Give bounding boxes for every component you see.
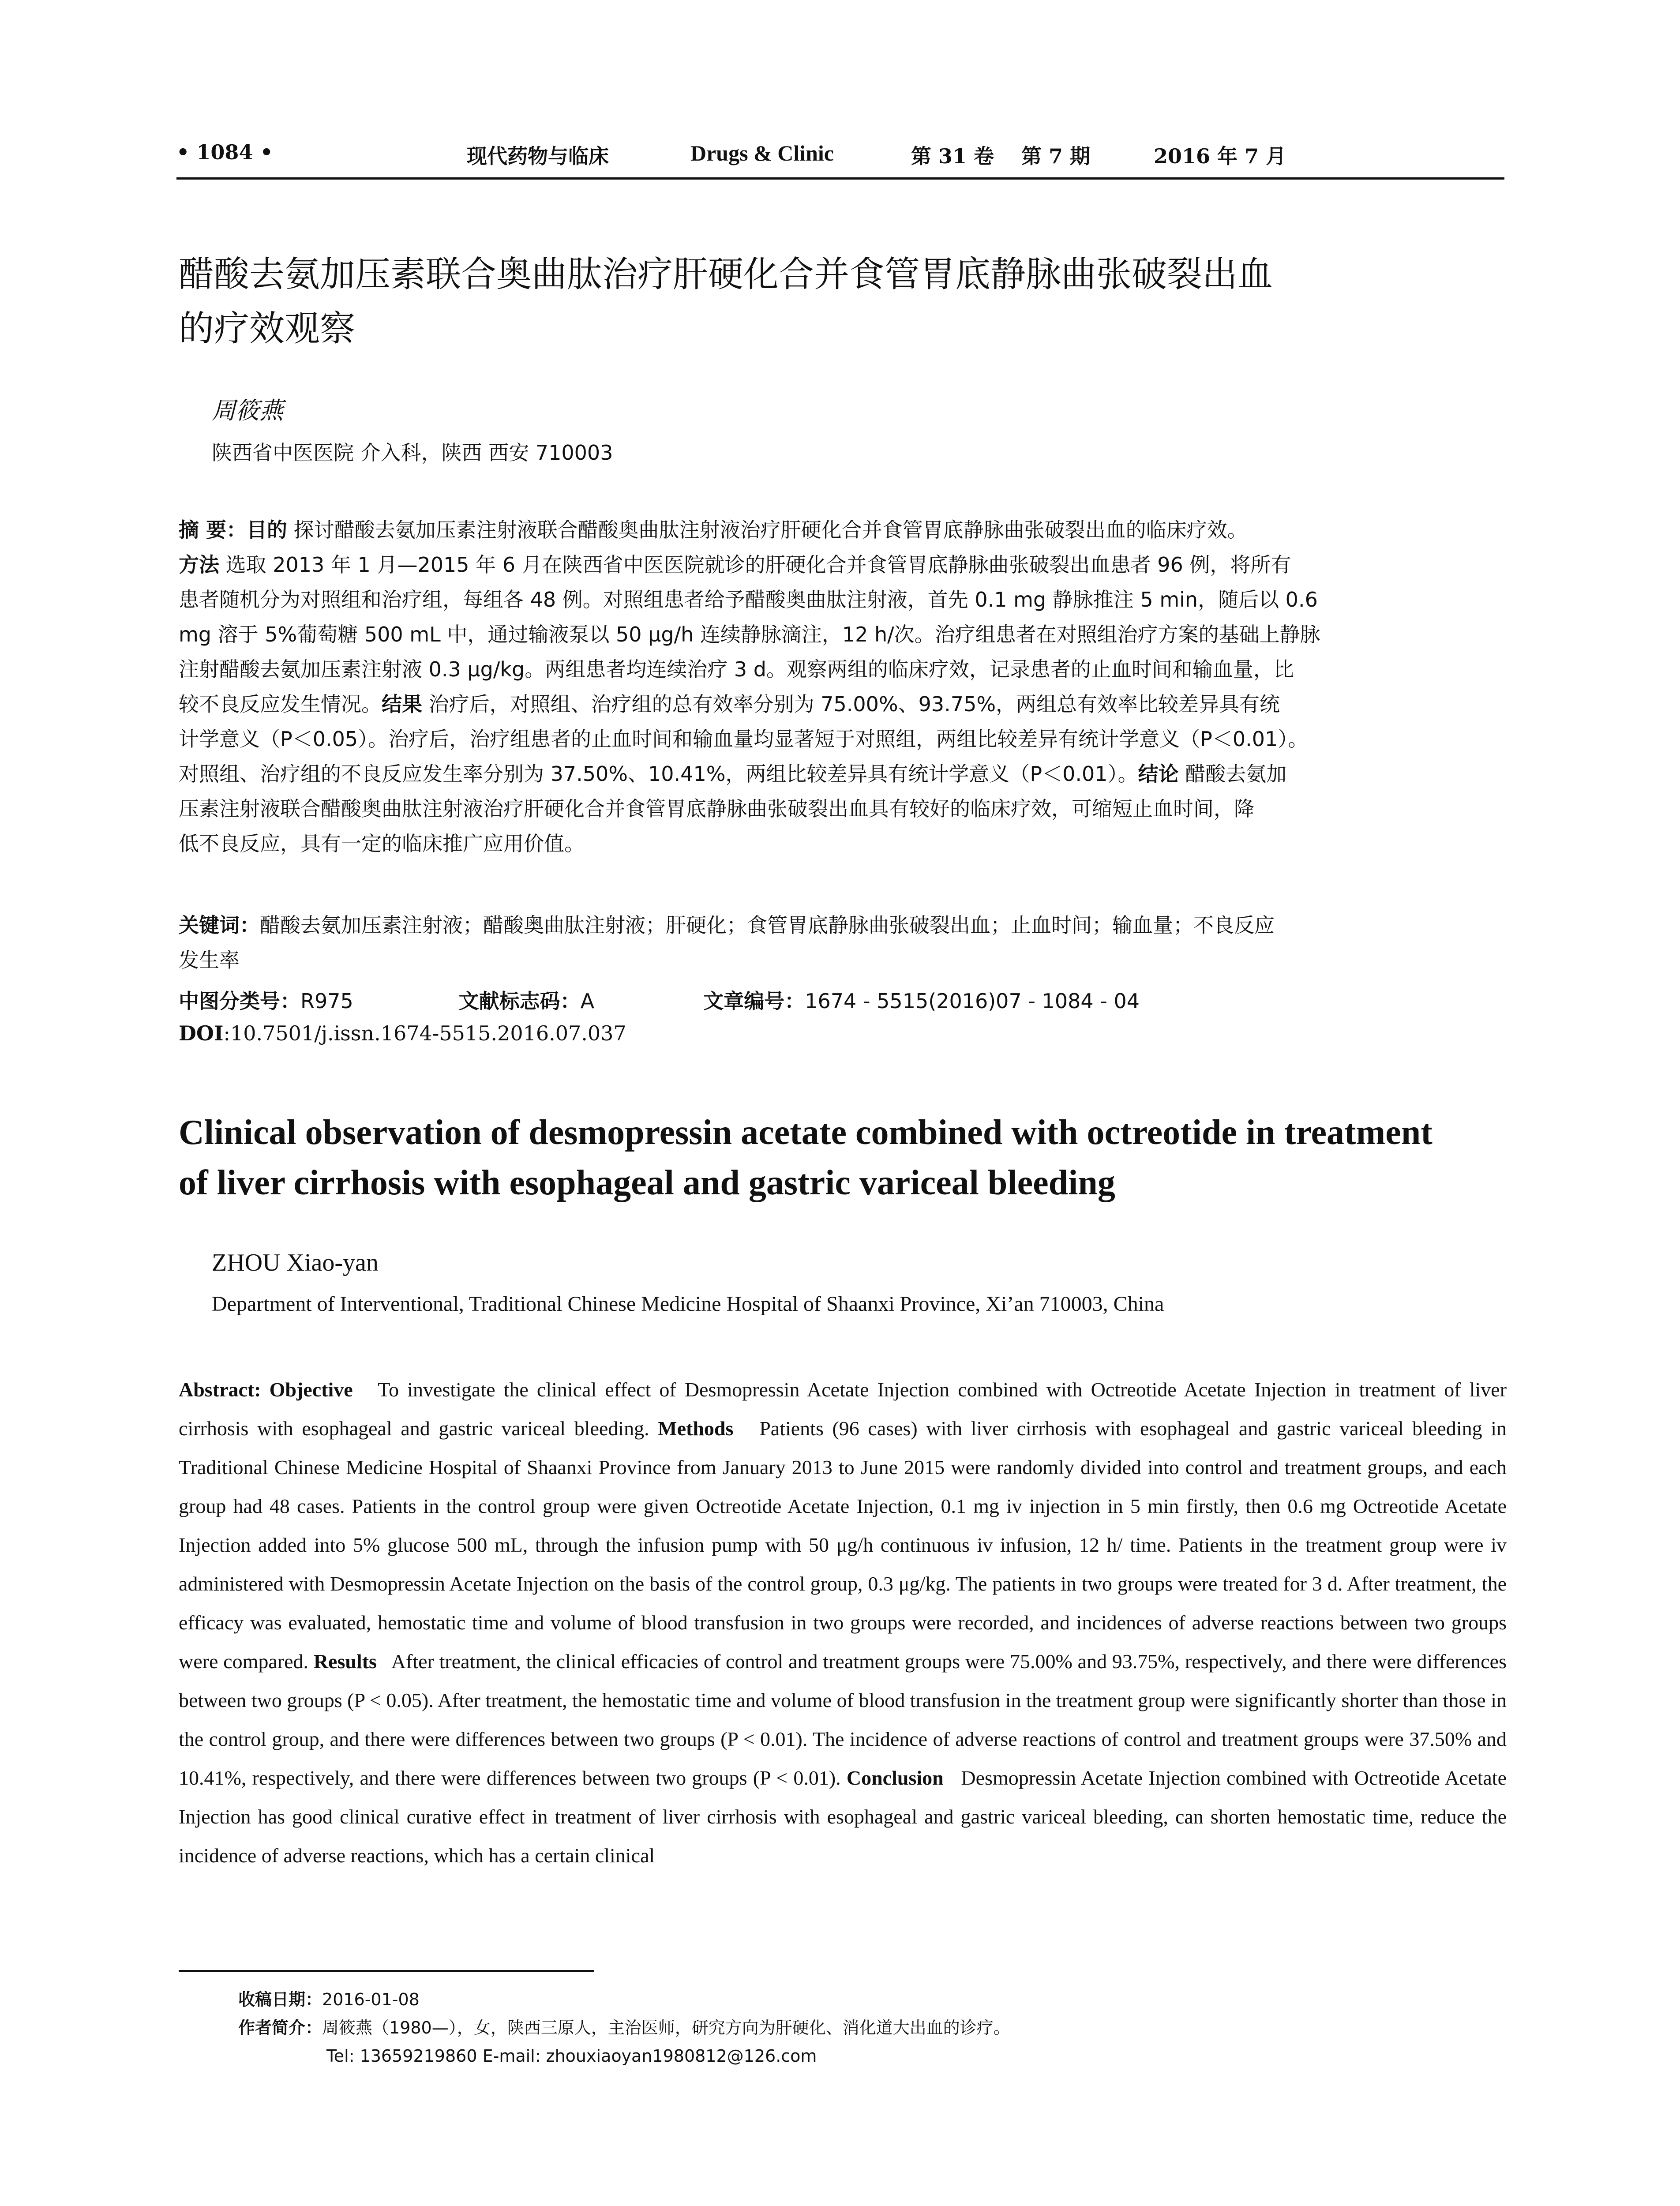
running-header (176, 140, 1504, 180)
doi-label: DOI (179, 1021, 224, 1045)
cn-classification (179, 984, 1502, 1019)
cn-methods-label: 方法 (179, 553, 219, 577)
cn-results-label: 结果 (382, 692, 422, 716)
en-objective-text: To investigate the clinical effect of Desmopressin Acetate Injection combined with Octreotide Acetate Injection in treatment of liver cirrhosis with esophageal and gastric variceal bleeding. (179, 1378, 1507, 1440)
en-affiliation: Department of Interventional, Traditional Chinese Medicine Hospital of Shaanxi Province, Xi’an 710003, China (212, 1292, 1164, 1316)
cn-abstract (179, 513, 1502, 861)
clc-label: 中图分类号： (179, 989, 300, 1013)
en-results-text: After treatment, the clinical efficacies of control and treatment groups were 75.00% and 93.75%, respectively, and there were differences between two groups (P < 0.05). After treatment, the hemostatic time and volume of blood transfusion in the treatment group were significantly shorter than those in the control group, and there were differences between two groups (P < 0.01). The incidence of adverse reactions of control and treatment groups were 37.50% and 10.41%, respectively, and there were differences between two groups (P < 0.01). (179, 1650, 1507, 1789)
issue: 第 7 期 (1021, 144, 1091, 168)
page-number: • 1084 • (176, 140, 273, 164)
cn-results-text: 计学意义（P＜0.05）。治疗后，治疗组患者的止血时间和输血量均显著短于对照组，两组比较差异有统计学意义（P＜0.01）。 (179, 727, 1309, 751)
cn-title-line: 的疗效观察 (179, 308, 355, 349)
cn-keywords-text: 醋酸去氨加压素注射液；醋酸奥曲肽注射液；肝硬化；食管胃底静脉曲张破裂出血；止血时间；输血量；不良反应 (260, 913, 1275, 937)
volume: 第 31 卷 (911, 144, 994, 168)
issue-date: 2016 年 7 月 (1154, 144, 1286, 168)
doc-code-value: A (580, 989, 595, 1013)
cn-conclusion-label: 结论 (1138, 762, 1179, 786)
cn-title-line: 醋酸去氨加压素联合奥曲肽治疗肝硬化合并食管胃底静脉曲张破裂出血 (179, 254, 1273, 295)
article-no-label: 文章编号： (703, 989, 805, 1013)
en-methods-text: Patients (96 cases) with liver cirrhosis with esophageal and gastric variceal bleeding in Traditional Chinese Medicine Hospital of Shaanxi Province from January 2013 to June 2015 were randomly divided into control and treatment groups, and each group had 48 cases. Patients in the control group were given Octreotide Acetate Injection, 0.1 mg iv injection in 5 min firstly, then 0.6 mg Octreotide Acetate Injection added into 5% glucose 500 mL, through the infusion pump with 50 μg/h continuous iv infusion, 12 h/ time. Patients in the treatment group were iv administered with Desmopressin Acetate Injection on the basis of the control group, 0.3 μg/kg. The patients in two groups were treated for 3 d. After treatment, the efficacy was evaluated, hemostatic time and volume of blood transfusion in two groups were recorded, and incidences of adverse reactions between two groups were compared. (179, 1417, 1507, 1673)
bio-label: 作者简介： (238, 2018, 322, 2037)
doc-code-label: 文献标志码： (458, 989, 581, 1013)
article-no-value: 1674 - 5515(2016)07 - 1084 - 04 (805, 989, 1140, 1013)
cn-conclusion-text: 醋酸去氨加 (1185, 762, 1287, 786)
en-conclusion-label: Conclusion (846, 1767, 944, 1789)
journal-name-en: Drugs & Clinic (690, 141, 834, 165)
header-rule (176, 177, 1504, 180)
en-objective-label: Objective (269, 1378, 353, 1401)
en-title-line: of liver cirrhosis with esophageal and gastric variceal bleeding (179, 1163, 1115, 1202)
cn-objective-text: 探讨醋酸去氨加压素注射液联合醋酸奥曲肽注射液治疗肝硬化合并食管胃底静脉曲张破裂出血的临床疗效。 (293, 518, 1248, 542)
doi-value: :10.7501/j.issn.1674-5515.2016.07.037 (223, 1021, 626, 1045)
en-author: ZHOU Xiao-yan (212, 1249, 379, 1276)
cn-methods-text: 较不良反应发生情况。 (179, 692, 382, 716)
author-bio: 周筱燕（1980—），女，陕西三原人，主治医师，研究方向为肝硬化、消化道大出血的诊疗。 (322, 2018, 1010, 2037)
clc-value: R975 (300, 989, 353, 1013)
en-conclusion-text: Desmopressin Acetate Injection combined with Octreotide Acetate Injection has good clinical curative effect in treatment of liver cirrhosis with esophageal and gastric variceal bleeding, can shorten hemostatic time, reduce the incidence of adverse reactions, which has a certain clinical (179, 1767, 1507, 1867)
cn-conclusion-text: 低不良反应，具有一定的临床推广应用价值。 (179, 832, 585, 855)
cn-methods-text: 患者随机分为对照组和治疗组，每组各 48 例。对照组患者给予醋酸奥曲肽注射液，首先 0.1 mg 静脉推注 5 min，随后以 0.6 (179, 588, 1318, 612)
cn-abstract-label: 摘 要： (179, 518, 247, 542)
doi (179, 1021, 626, 1045)
cn-methods-text: 注射醋酸去氨加压素注射液 0.3 μg/kg。两组患者均连续治疗 3 d。观察两组的临床疗效，记录患者的止血时间和输血量，比 (179, 657, 1294, 681)
cn-results-text: 治疗后，对照组、治疗组的总有效率分别为 75.00%、93.75%，两组总有效率比较差异具有统 (428, 692, 1280, 716)
footnote (238, 1985, 1010, 2070)
cn-author: 周筱燕 (212, 397, 283, 424)
en-abstract-label: Abstract: (179, 1378, 261, 1401)
cn-title (179, 247, 1502, 356)
cn-methods-text: mg 溶于 5%葡萄糖 500 mL 中，通过输液泵以 50 μg/h 连续静脉滴注，12 h/次。治疗组患者在对照组治疗方案的基础上静脉 (179, 623, 1320, 646)
received-label: 收稿日期： (238, 1990, 322, 2009)
footnote-rule (179, 1970, 594, 1972)
en-methods-label: Methods (658, 1417, 734, 1440)
cn-results-text: 对照组、治疗组的不良反应发生率分别为 37.50%、10.41%，两组比较差异具有统计学意义（P＜0.01）。 (179, 762, 1138, 786)
cn-methods-text: 选取 2013 年 1 月—2015 年 6 月在陕西省中医医院就诊的肝硬化合并食管胃底静脉曲张破裂出血患者 96 例，将所有 (225, 553, 1291, 577)
journal-name-cn: 现代药物与临床 (467, 144, 609, 168)
en-abstract (179, 1370, 1507, 1875)
author-contact: Tel: 13659219860 E-mail: zhouxiaoyan1980812@126.com (326, 2046, 817, 2066)
cn-objective-label: 目的 (247, 518, 288, 542)
cn-keywords-label: 关键词： (179, 913, 260, 937)
received-date: 2016-01-08 (322, 1990, 420, 2009)
en-title-line: Clinical observation of desmopressin acetate combined with octreotide in treatment (179, 1113, 1432, 1152)
cn-conclusion-text: 压素注射液联合醋酸奥曲肽注射液治疗肝硬化合并食管胃底静脉曲张破裂出血具有较好的临床疗效，可缩短止血时间，降 (179, 797, 1254, 821)
en-results-label: Results (313, 1650, 377, 1673)
en-title (179, 1107, 1507, 1208)
cn-keywords (179, 908, 1502, 978)
cn-keywords-text: 发生率 (179, 948, 240, 972)
cn-affiliation: 陕西省中医医院 介入科，陕西 西安 710003 (212, 441, 613, 465)
